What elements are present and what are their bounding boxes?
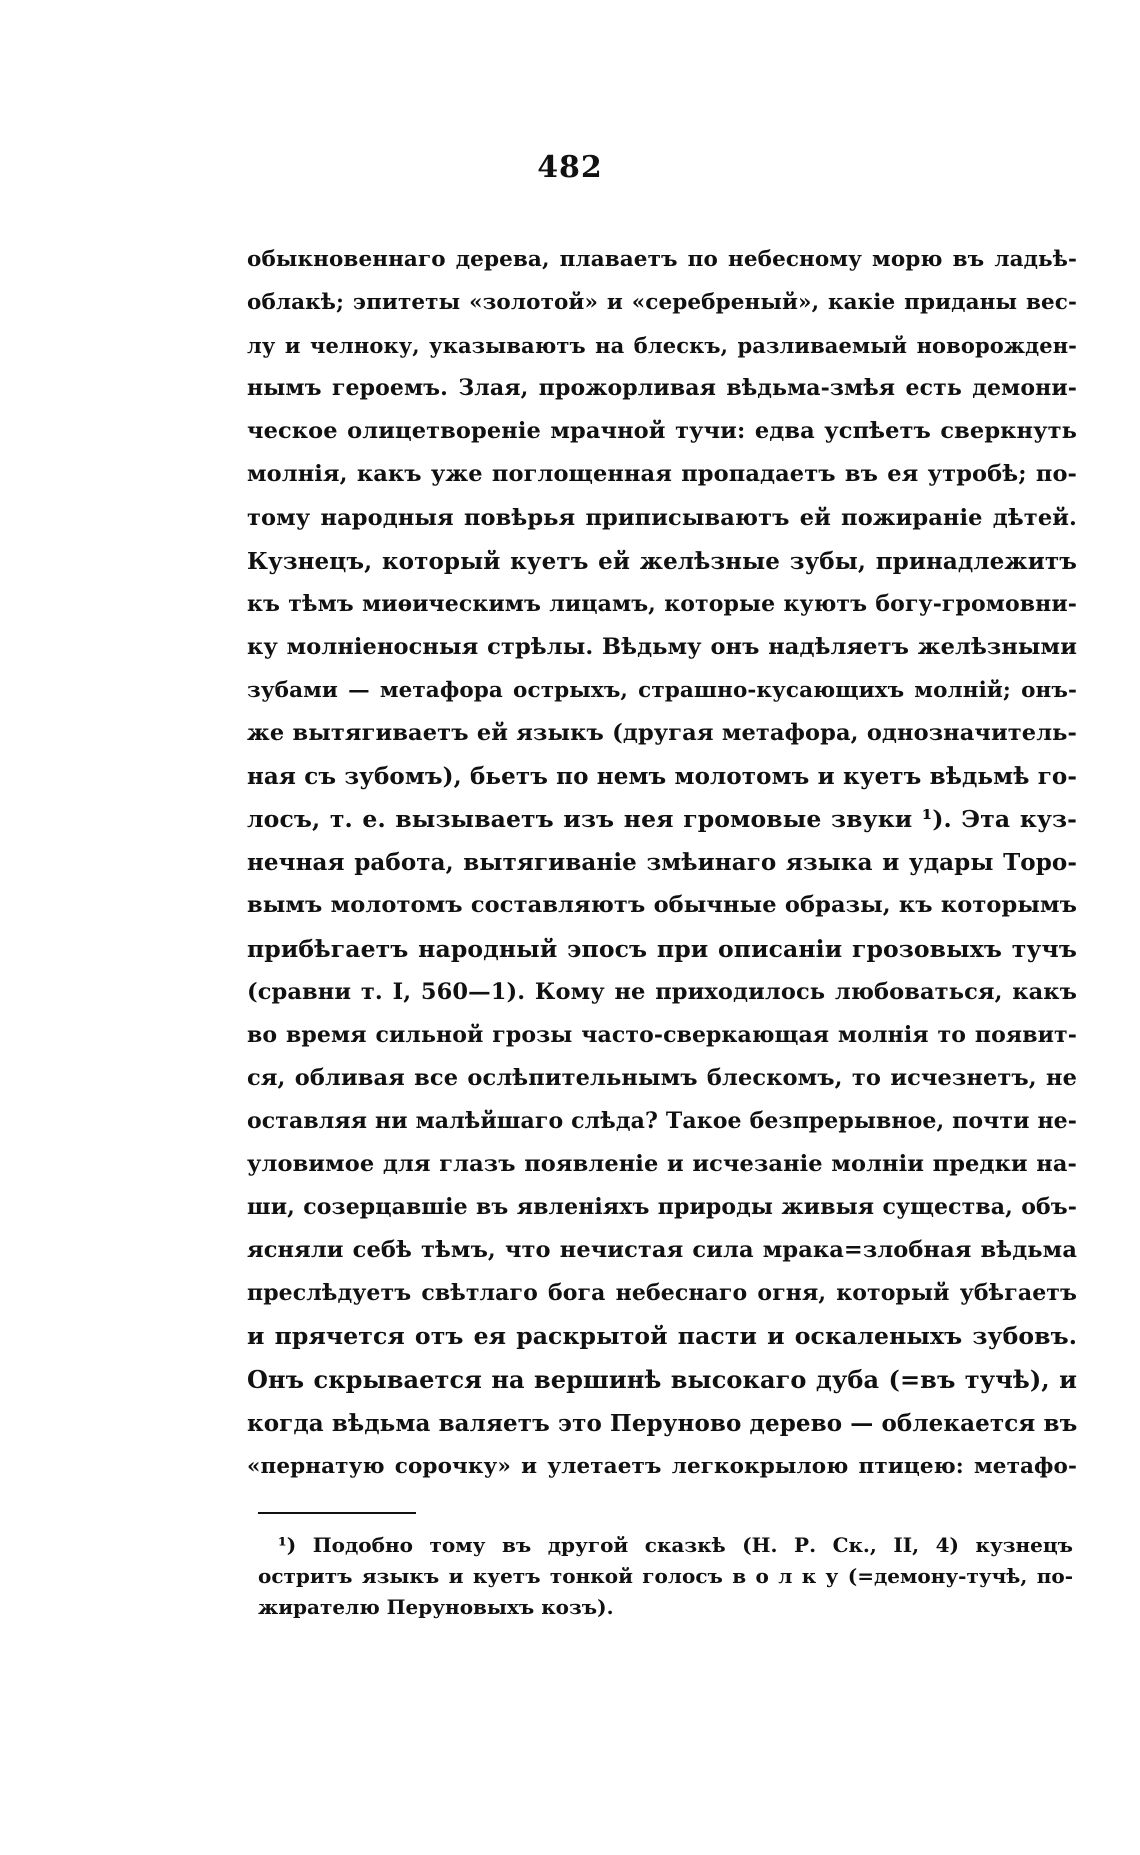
text-line: и прячется отъ ея раскрытой пасти и оскаленыхъ зубовъ.: [247, 1322, 1077, 1351]
text-line: нечная работа, вытягиваніе змѣинаго языка и удары Торо-: [247, 849, 1077, 877]
text-line: ся, обливая все ослѣпительнымъ блескомъ, то исчезнетъ, не: [247, 1064, 1077, 1091]
text-line: преслѣдуетъ свѣтлаго бога небеснаго огня, который убѣгаетъ: [247, 1280, 1077, 1307]
text-line: обыкновеннаго дерева, плаваетъ по небесному морю въ ладьѣ-: [247, 247, 1077, 272]
text-line: (сравни т. I, 560—1). Кому не приходилось любоваться, какъ: [247, 978, 1077, 1005]
footnote-divider: [258, 1512, 416, 1514]
text-line: ку молніеносныя стрѣлы. Вѣдьму онъ надѣляетъ желѣзными: [247, 633, 1077, 660]
text-line: во время сильной грозы часто-сверкающая молнія то появит-: [247, 1021, 1077, 1048]
text-line: ясняли себѣ тѣмъ, что нечистая сила мрака=злобная вѣдьма: [247, 1237, 1077, 1264]
text-line: прибѣгаетъ народный эпосъ при описаніи грозовыхъ тучъ: [247, 934, 1077, 963]
text-line: уловимое для глазъ появленіе и исчезаніе молніи предки на-: [247, 1150, 1077, 1177]
footnote: [258, 1530, 1073, 1623]
text-line: молнія, какъ уже поглощенная пропадаетъ въ ея утробѣ; по-: [247, 461, 1077, 488]
text-line: «пернатую сорочку» и улетаетъ легкокрылою птицею: метафо-: [247, 1453, 1077, 1479]
text-line: лосъ, т. е. вызываетъ изъ нея громовые звуки ¹). Эта куз-: [247, 805, 1077, 834]
page-number: 482: [537, 150, 603, 185]
text-line: къ тѣмъ миѳическимъ лицамъ, которые куютъ богу-громовни-: [247, 590, 1077, 617]
text-line: нымъ героемъ. Злая, прожорливая вѣдьма-змѣя есть демони-: [247, 375, 1077, 402]
text-line: лу и челноку, указываютъ на блескъ, разливаемый новорожден-: [247, 333, 1077, 359]
text-line: ши, созерцавшіе въ явленіяхъ природы живыя существа, объ-: [247, 1194, 1077, 1221]
text-line: ная съ зубомъ), бьетъ по немъ молотомъ и куетъ вѣдьмѣ го-: [247, 763, 1077, 791]
text-line: облакѣ; эпитеты «золотой» и «серебреный», какіе приданы вес-: [247, 290, 1077, 316]
text-line: оставляя ни малѣйшаго слѣда? Такое безпрерывное, почти не-: [247, 1107, 1077, 1134]
footnote-line: остритъ языкъ и куетъ тонкой голосъ в о л к у (=демону-тучѣ, по-: [258, 1564, 1073, 1588]
text-line: зубами — метафора острыхъ, страшно-кусающихъ молній; онъ-: [247, 677, 1077, 703]
text-line: когда вѣдьма валяетъ это Перуново дерево — облекается въ: [247, 1409, 1078, 1437]
text-line: тому народныя повѣрья приписываютъ ей пожираніе дѣтей.: [247, 504, 1077, 531]
footnote-line: ¹) Подобно тому въ другой сказкѣ (Н. Р. Ск., II, 4) кузнецъ: [278, 1533, 1073, 1557]
text-line: же вытягиваетъ ей языкъ (другая метафора, однозначитель-: [247, 720, 1077, 747]
footnote-line: жирателю Перуновыхъ козъ).: [258, 1595, 614, 1619]
text-line: ческое олицетвореніе мрачной тучи: едва успѣетъ сверкнуть: [247, 418, 1077, 445]
text-line: Онъ скрывается на вершинѣ высокаго дуба (=въ тучѣ), и: [247, 1365, 1077, 1395]
body-text: [247, 238, 1077, 1488]
text-line: Кузнецъ, который куетъ ей желѣзные зубы, принадлежитъ: [247, 547, 1077, 575]
text-line: вымъ молотомъ составляютъ обычные образы, къ которымъ: [247, 892, 1077, 919]
